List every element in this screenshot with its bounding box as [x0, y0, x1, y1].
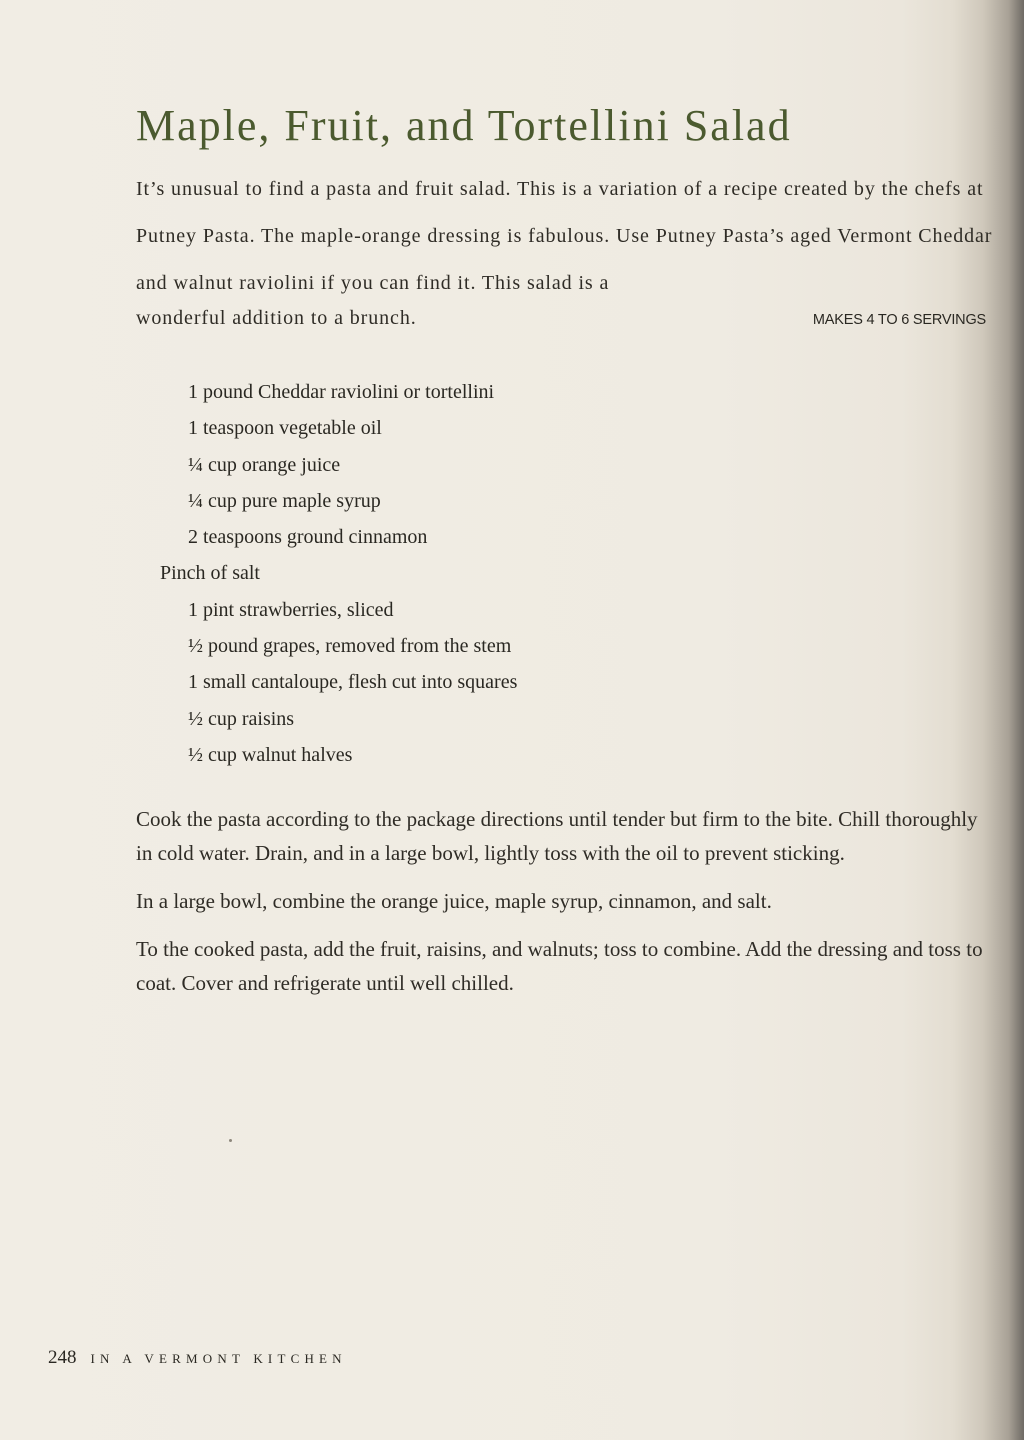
ingredient-item: 1 teaspoon vegetable oil [188, 417, 382, 440]
running-head: IN A VERMONT KITCHEN [90, 1351, 347, 1366]
ingredient-list [160, 374, 518, 773]
page-number: 248 [48, 1347, 77, 1368]
method-section [136, 802, 986, 1014]
ingredient-item: ½ pound grapes, removed from the stem [188, 635, 512, 658]
recipe-intro: It’s unusual to find a pasta and fruit salad. This is a variation of a recipe created by the chefs at Putney Pasta. The maple-orange dressing is fabulous. Use Putney Pasta’s aged Vermont Cheddar and walnut raviolini if you can find it. This salad is a [136, 178, 993, 294]
page-footer [48, 1347, 347, 1369]
ingredient-item: 2 teaspoons ground cinnamon [188, 526, 428, 549]
ingredient-item: ½ cup walnut halves [188, 743, 353, 766]
intro-last-line [136, 307, 986, 337]
ink-speck [229, 1139, 232, 1142]
ingredient-item: 1 small cantaloupe, flesh cut into squares [188, 671, 518, 694]
ingredient-item: ¼ cup pure maple syrup [188, 489, 381, 512]
method-step: In a large bowl, combine the orange juice, maple syrup, cinnamon, and salt. [136, 889, 772, 913]
recipe-title: Maple, Fruit, and Tortellini Salad [136, 101, 792, 150]
ingredient-item: 1 pound Cheddar raviolini or tortellini [188, 381, 495, 403]
ingredient-item: ½ cup raisins [188, 707, 295, 730]
ingredient-item: Pinch of salt [160, 562, 260, 585]
recipe-intro-ending: wonderful addition to a brunch. [136, 307, 417, 329]
servings-label: MAKES 4 TO 6 SERVINGS [812, 312, 986, 328]
method-step: To the cooked pasta, add the fruit, raisins, and walnuts; toss to combine. Add the dressing and toss to coat. Cover and refrigerate until well chilled. [136, 937, 983, 995]
ingredient-item: ¼ cup orange juice [188, 453, 341, 476]
ingredient-item: 1 pint strawberries, sliced [188, 598, 394, 621]
method-step: Cook the pasta according to the package directions until tender but firm to the bite. Chill thoroughly in cold water. Drain, and in a large bowl, lightly toss with the oil to prevent sticking. [136, 807, 978, 865]
